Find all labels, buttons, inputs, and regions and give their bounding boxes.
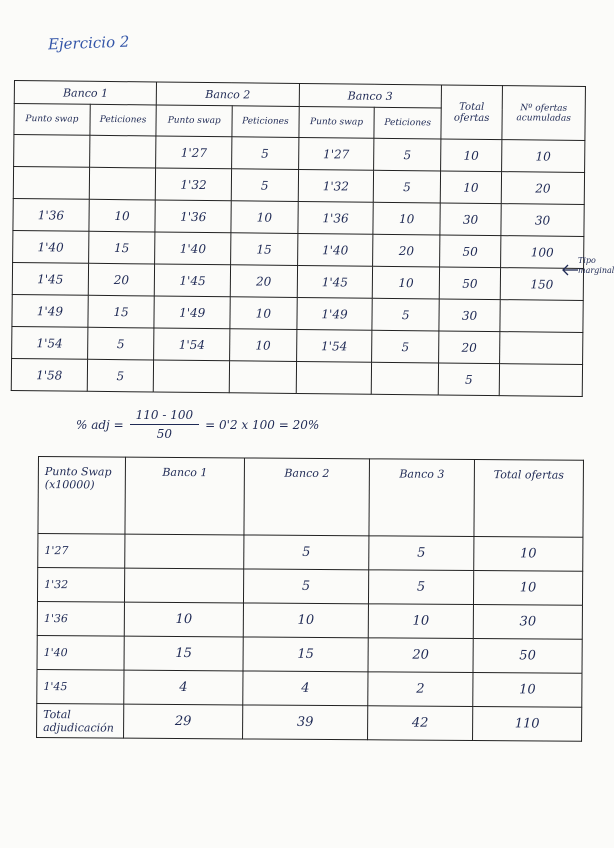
bids-table <box>11 80 586 397</box>
bank-2-swap-cell: 1'27 <box>156 136 232 169</box>
formula-prefix: % adj = <box>76 417 124 432</box>
bank-1-swap-cell <box>14 135 90 168</box>
total-offers-cell: 110 <box>473 707 582 742</box>
bank-3-requests-cell: 5 <box>374 170 441 203</box>
bank-1-requests-cell: 20 <box>88 263 155 296</box>
bank-3-cell: 2 <box>368 672 473 707</box>
total-offers-cell: 50 <box>440 235 501 268</box>
bank-3-swap-cell <box>296 361 372 394</box>
accumulated-offers-cell <box>500 332 583 365</box>
bank-2-requests-cell <box>229 361 296 394</box>
total-offers-cell: 10 <box>474 537 583 572</box>
requests-header: Peticiones <box>374 107 441 139</box>
swap-point-cell: Total adjudicación <box>37 703 124 738</box>
accumulated-offers-header: Nº ofertas acumuladas <box>502 86 586 141</box>
bank-3-cell: 20 <box>368 638 473 673</box>
total-offers-cell: 30 <box>473 605 582 640</box>
accumulated-offers-cell: 10 <box>502 140 585 173</box>
formula-denominator: 50 <box>156 427 173 441</box>
accumulated-offers-cell: 30 <box>501 204 584 237</box>
total-offers-cell: 5 <box>438 363 499 396</box>
bank-2-cell: 10 <box>243 603 368 638</box>
bank-2-swap-cell: 1'45 <box>155 264 231 297</box>
swap-point-cell: 1'27 <box>38 534 125 569</box>
swap-point-header: Punto swap <box>156 105 232 137</box>
bank-1-swap-cell: 1'54 <box>12 326 88 359</box>
swap-point-header: Punto swap <box>299 106 375 138</box>
bank-2-swap-cell: 1'40 <box>155 232 231 265</box>
total-offers-cell: 10 <box>473 571 582 606</box>
swap-point-cell: 1'45 <box>37 669 124 704</box>
accumulated-offers-cell: 20 <box>501 172 584 205</box>
bank-3-swap-cell: 1'32 <box>298 169 374 202</box>
total-offers-cell: 30 <box>440 203 501 236</box>
table-row <box>37 669 582 707</box>
table-row <box>11 358 582 396</box>
bank-1-requests-cell <box>89 135 156 168</box>
bank-3-swap-cell: 1'49 <box>297 297 373 330</box>
bank-2-swap-cell: 1'36 <box>155 200 231 233</box>
bank-3-requests-cell <box>372 362 439 395</box>
bank-3-requests-cell: 10 <box>373 202 440 235</box>
bank-1-cell: 10 <box>124 602 243 637</box>
adjustment-formula <box>76 408 319 441</box>
swap-point-header: Punto Swap (x10000) <box>38 457 126 535</box>
formula-numerator: 110 - 100 <box>130 408 200 425</box>
bank-2-cell: 4 <box>243 671 368 706</box>
bank-3-cell: 5 <box>369 536 474 571</box>
total-offers-cell: 20 <box>439 331 500 364</box>
bank-3-swap-cell: 1'27 <box>298 137 374 170</box>
formula-fraction <box>130 408 200 441</box>
page-title: Ejercicio 2 <box>47 32 130 54</box>
bank-1-swap-cell: 1'40 <box>13 230 89 263</box>
bank-1-swap-cell: 1'49 <box>12 294 88 327</box>
arrow-icon <box>560 262 580 278</box>
marginal-rate-note: Tipo marginal <box>578 256 614 275</box>
bank-1-swap-cell: 1'36 <box>13 198 89 231</box>
swap-point-cell: 1'32 <box>37 568 124 603</box>
total-offers-cell: 10 <box>440 171 501 204</box>
bank-3-cell: 5 <box>368 570 473 605</box>
bank-1-cell <box>125 534 244 569</box>
bank-2-swap-cell: 1'54 <box>154 328 230 361</box>
table-row <box>37 601 582 639</box>
accumulated-offers-cell: 150 <box>500 268 583 301</box>
bank-1-swap-cell: 1'58 <box>11 358 87 391</box>
bank-1-requests-cell: 10 <box>89 199 156 232</box>
total-offers-header: Total ofertas <box>474 460 584 538</box>
bank-2-header: Banco 2 <box>157 82 300 106</box>
bank-1-swap-cell <box>13 167 89 200</box>
bank-3-requests-cell: 5 <box>372 330 439 363</box>
bank-1-requests-cell: 15 <box>88 231 155 264</box>
total-offers-cell: 10 <box>441 139 502 172</box>
bank-3-swap-cell: 1'36 <box>298 201 374 234</box>
bank-1-swap-cell: 1'45 <box>12 262 88 295</box>
bank-1-cell: 29 <box>124 704 243 739</box>
bank-2-requests-cell: 10 <box>231 201 298 234</box>
bank-2-requests-cell: 5 <box>232 137 299 170</box>
bank-1-header: Banco 1 <box>14 81 157 105</box>
table-row <box>37 635 582 673</box>
bank-2-cell: 5 <box>243 569 368 604</box>
bank-1-requests-cell: 5 <box>87 327 154 360</box>
total-offers-cell: 50 <box>439 267 500 300</box>
total-offers-header: Total ofertas <box>441 85 503 140</box>
bank-1-requests-cell: 5 <box>87 359 154 392</box>
bank-1-cell <box>124 568 243 603</box>
total-offers-cell: 10 <box>473 673 582 708</box>
table-row <box>37 568 582 606</box>
bank-3-swap-cell: 1'45 <box>297 265 373 298</box>
allocation-table <box>36 456 584 742</box>
requests-header: Peticiones <box>90 104 157 136</box>
bank-1-cell: 15 <box>124 636 243 671</box>
swap-point-cell: 1'40 <box>37 635 124 670</box>
bank-3-requests-cell: 5 <box>374 138 441 171</box>
bank-2-requests-cell: 5 <box>231 169 298 202</box>
bank-2-swap-cell <box>154 360 230 393</box>
bank-3-swap-cell: 1'40 <box>297 233 373 266</box>
table-row <box>37 703 582 741</box>
total-offers-cell: 50 <box>473 639 582 674</box>
formula-result: = 0'2 x 100 = 20% <box>205 417 320 432</box>
bank-1-requests-cell <box>89 167 156 200</box>
bank-3-header: Banco 3 <box>299 83 442 107</box>
bank-3-requests-cell: 20 <box>373 234 440 267</box>
bank-3-swap-cell: 1'54 <box>296 329 372 362</box>
bank-3-header: Banco 3 <box>369 459 475 537</box>
bank-2-requests-cell: 10 <box>230 329 297 362</box>
bank-3-cell: 10 <box>368 604 473 639</box>
bank-2-cell: 39 <box>243 705 368 740</box>
bank-2-requests-cell: 20 <box>230 265 297 298</box>
swap-point-header: Punto swap <box>14 104 90 136</box>
table-row <box>38 534 583 572</box>
swap-point-cell: 1'36 <box>37 601 124 636</box>
bank-2-swap-cell: 1'49 <box>154 296 230 329</box>
accumulated-offers-cell <box>500 300 583 333</box>
total-offers-cell: 30 <box>439 299 500 332</box>
bank-1-cell: 4 <box>124 670 243 705</box>
bank-2-header: Banco 2 <box>244 458 370 536</box>
bank-2-requests-cell: 10 <box>230 297 297 330</box>
requests-header: Peticiones <box>232 106 299 138</box>
bank-3-cell: 42 <box>368 706 473 741</box>
bank-3-requests-cell: 10 <box>373 266 440 299</box>
bank-2-cell: 15 <box>243 637 368 672</box>
bank-1-header: Banco 1 <box>125 457 245 535</box>
bank-2-cell: 5 <box>244 535 369 570</box>
accumulated-offers-cell <box>499 364 582 397</box>
bank-3-requests-cell: 5 <box>372 298 439 331</box>
bank-2-swap-cell: 1'32 <box>156 168 232 201</box>
bank-1-requests-cell: 15 <box>88 295 155 328</box>
accumulated-offers-cell: 100 <box>501 236 584 269</box>
bank-2-requests-cell: 15 <box>231 233 298 266</box>
